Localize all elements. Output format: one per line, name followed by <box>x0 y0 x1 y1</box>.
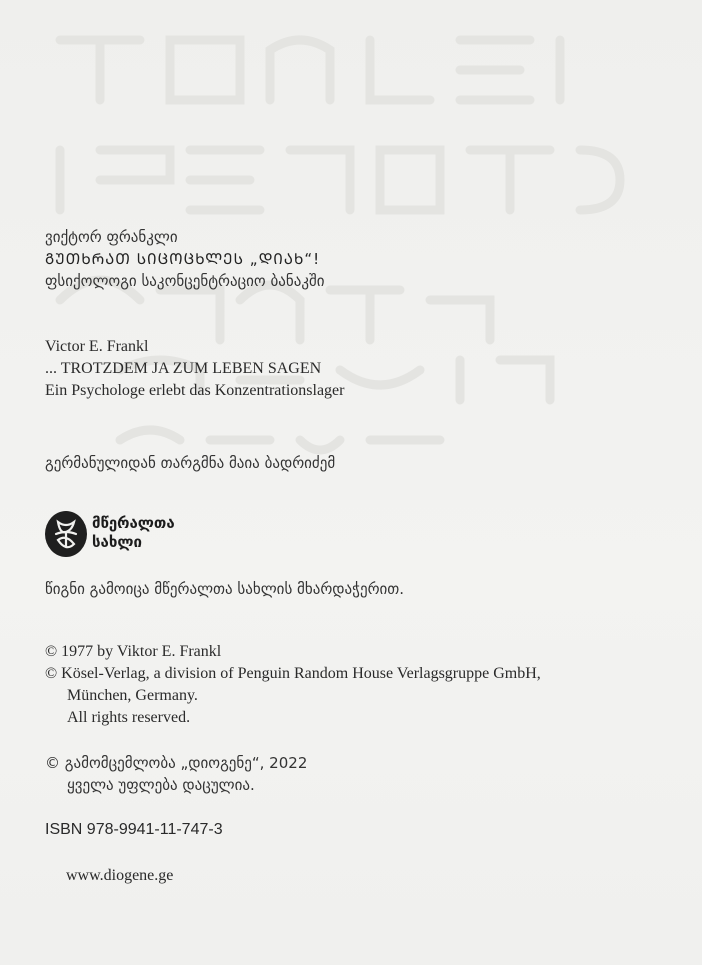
copyright-1: © 1977 by Viktor E. Frankl <box>45 643 222 660</box>
support-note <box>45 578 404 600</box>
original-subtitle: Ein Psychologe erlebt das Konzentrationslager <box>45 382 345 399</box>
original-author: Victor E. Frankl <box>45 338 149 355</box>
georgian-subtitle: ფსიქოლოგი საკონცენტრაციო ბანაკში <box>45 272 325 290</box>
georgian-author: ვიქტორ ფრანკლი <box>45 228 178 246</box>
isbn: ISBN 978-9941-11-747-3 <box>45 821 223 838</box>
support-line: წიგნი გამოიცა მწერალთა სახლის მხარდაჭერით. <box>45 580 405 598</box>
copyright-2-line2: München, Germany. <box>67 687 198 704</box>
publisher-logo-line2: სახლი <box>92 533 142 551</box>
georgian-copyright-line2: ყველა უფლება დაცულია. <box>67 776 255 794</box>
original-title: ... TROTZDEM JA ZUM LEBEN SAGEN <box>45 360 322 377</box>
writers-house-logo-icon <box>44 510 88 558</box>
georgian-copyright-line1: © გამომცემლობა „დიოგენე“, 2022 <box>45 754 308 772</box>
isbn-block <box>45 819 223 841</box>
copyright-2-line1: © Kösel-Verlag, a division of Penguin Random House Verlagsgruppe GmbH, <box>45 665 541 682</box>
translator-credit <box>45 452 335 474</box>
translator-line: გერმანულიდან თარგმნა მაია ბადრიძემ <box>45 454 336 472</box>
copyright-block <box>45 641 541 729</box>
georgian-title: ᲒᲣᲗᲮᲠᲐᲗ ᲡᲘᲪᲝᲪᲮᲚᲔᲡ „ᲓᲘᲐᲮ“! <box>45 250 321 268</box>
website-link[interactable]: www.diogene.ge <box>66 867 174 884</box>
georgian-credits <box>45 226 325 292</box>
original-credits <box>45 336 344 402</box>
publisher-logo-line1: მწერალთა <box>92 514 175 532</box>
georgian-copyright-block <box>45 752 307 796</box>
website-block <box>66 865 173 887</box>
copyright-2-line3: All rights reserved. <box>67 709 191 726</box>
publisher-logo-text <box>92 514 175 552</box>
